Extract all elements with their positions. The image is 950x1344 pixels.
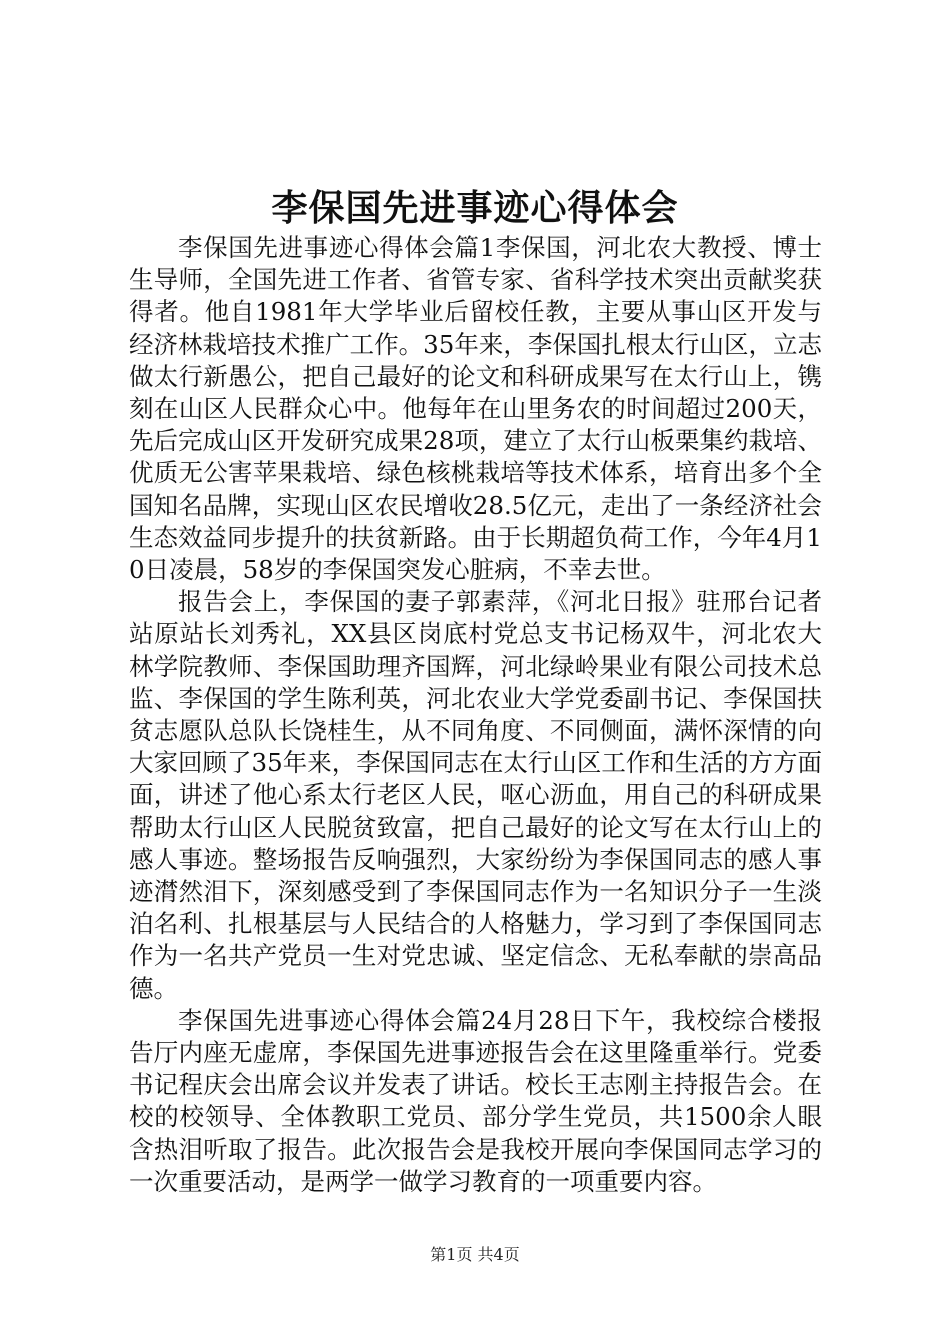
- document-body: [129, 232, 822, 1198]
- paragraph: 李保国先进事迹心得体会篇1李保国，河北农大教授、博士生导师，全国先进工作者、省管专家、省科学技术突出贡献奖获得者。他自1981年大学毕业后留校任教，主要从事山区开发与经济林栽培技术推广工作。35年来，李保国扎根太行山区，立志做太行新愚公，把自己最好的论文和科研成果写在太行山上，镌刻在山区人民群众心中。他每年在山里务农的时间超过200天，先后完成山区开发研究成果28项，建立了太行山板栗集约栽培、优质无公害苹果栽培、绿色核桃栽培等技术体系，培育出多个全国知名品牌，实现山区农民增收28.5亿元，走出了一条经济社会生态效益同步提升的扶贫新路。由于长期超负荷工作，今年4月10日凌晨，58岁的李保国突发心脏病，不幸去世。: [129, 233, 822, 585]
- page-number-footer: 第1页 共4页: [430, 1245, 520, 1264]
- document-title: 李保国先进事迹心得体会: [271, 187, 679, 229]
- paragraph: 报告会上，李保国的妻子郭素萍，《河北日报》驻邢台记者站原站长刘秀礼，XX县区岗底村党总支书记杨双牛，河北农大林学院教师、李保国助理齐国辉，河北绿岭果业有限公司技术总监、李保国的学生陈利英，河北农业大学党委副书记、李保国扶贫志愿队总队长饶桂生，从不同角度、不同侧面，满怀深情的向大家回顾了35年来，李保国同志在太行山区工作和生活的方方面面，讲述了他心系太行老区人民，呕心沥血，用自己的科研成果帮助太行山区人民脱贫致富，把自己最好的论文写在太行山上的感人事迹。整场报告反响强烈，大家纷纷为李保国同志的感人事迹潸然泪下，深刻感受到了李保国同志作为一名知识分子一生淡泊名利、扎根基层与人民结合的人格魅力，学习到了李保国同志作为一名共产党员一生对党忠诚、坚定信念、无私奉献的崇高品德。: [129, 587, 822, 1003]
- paragraph: 李保国先进事迹心得体会篇24月28日下午，我校综合楼报告厅内座无虚席，李保国先进事迹报告会在这里隆重举行。党委书记程庆会出席会议并发表了讲话。校长王志刚主持报告会。在校的校领导、全体教职工党员、部分学生党员，共1500余人眼含热泪听取了报告。此次报告会是我校开展向李保国同志学习的一次重要活动，是两学一做学习教育的一项重要内容。: [129, 1005, 822, 1196]
